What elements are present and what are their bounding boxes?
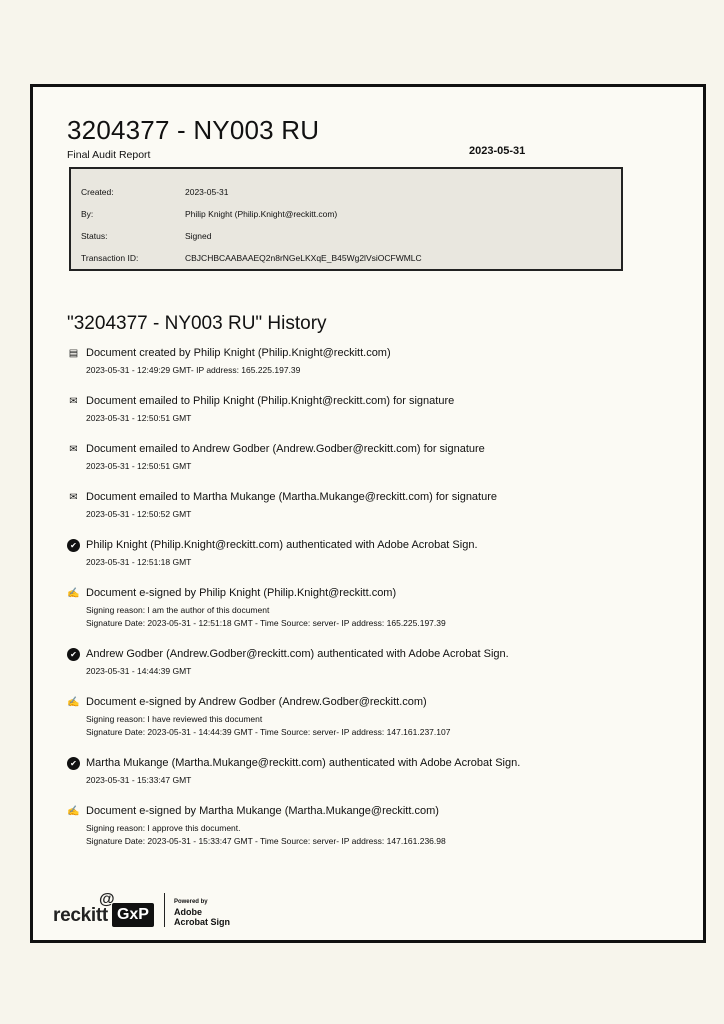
gxp-badge: GxP [112, 903, 154, 927]
summary-label: Status: [81, 231, 108, 241]
entry-detail: Signature Date: 2023-05-31 - 14:44:39 GMT - Time Source: server- IP address: 147.161.237.107 [86, 727, 451, 737]
signature-icon: ✍ [67, 587, 80, 599]
history-entry [67, 489, 667, 518]
swirl-icon: @ [99, 891, 115, 908]
entry-detail: Signature Date: 2023-05-31 - 15:33:47 GMT - Time Source: server- IP address: 147.161.236.98 [86, 836, 446, 846]
entry-detail: 2023-05-31 - 12:49:29 GMT- IP address: 165.225.197.39 [86, 365, 301, 375]
check-icon: ✔ [67, 648, 80, 661]
report-subtitle: Final Audit Report [67, 149, 151, 161]
summary-label: Created: [81, 187, 114, 197]
history-entry [67, 393, 667, 422]
summary-label: Transaction ID: [81, 253, 139, 263]
divider [164, 893, 165, 927]
history-entry [67, 537, 667, 566]
history-entry [67, 345, 667, 374]
entry-text: Philip Knight (Philip.Knight@reckitt.com) authenticated with Adobe Acrobat Sign. [86, 539, 478, 551]
entry-text: Document e-signed by Martha Mukange (Martha.Mukange@reckitt.com) [86, 805, 439, 817]
entry-text: Andrew Godber (Andrew.Godber@reckitt.com) authenticated with Adobe Acrobat Sign. [86, 648, 509, 660]
email-icon: ✉ [69, 491, 78, 503]
summary-label: By: [81, 209, 94, 219]
entry-detail: 2023-05-31 - 12:50:51 GMT [86, 413, 192, 423]
history-entry [67, 585, 667, 627]
summary-row [81, 247, 611, 269]
report-date: 2023-05-31 [469, 145, 526, 157]
entry-detail: 2023-05-31 - 14:44:39 GMT [86, 666, 192, 676]
reckitt-logo: reckitt @ [53, 891, 115, 926]
entry-text: Document emailed to Andrew Godber (Andrew.Godber@reckitt.com) for signature [86, 443, 485, 455]
report-title: 3204377 - NY003 RU [67, 115, 320, 145]
entry-detail: Signature Date: 2023-05-31 - 12:51:18 GMT - Time Source: server- IP address: 165.225.197.39 [86, 618, 446, 628]
footer-logos [53, 893, 230, 927]
audit-report [30, 84, 706, 943]
summary-box [69, 167, 623, 271]
email-icon: ✉ [69, 395, 78, 407]
entry-text: Document e-signed by Andrew Godber (Andrew.Godber@reckitt.com) [86, 696, 427, 708]
check-icon: ✔ [67, 539, 80, 552]
history-entry [67, 646, 667, 675]
history-entry [67, 441, 667, 470]
entry-detail: Signing reason: I am the author of this document [86, 605, 270, 615]
history-title: "3204377 - NY003 RU" History [67, 313, 327, 334]
summary-row [81, 225, 611, 247]
entry-text: Martha Mukange (Martha.Mukange@reckitt.com) authenticated with Adobe Acrobat Sign. [86, 757, 521, 769]
summary-row [81, 203, 611, 225]
history-entry [67, 755, 667, 784]
signature-icon: ✍ [67, 696, 80, 708]
history-entry [67, 694, 667, 736]
entry-text: Document created by Philip Knight (Philip.Knight@reckitt.com) [86, 347, 391, 359]
summary-value: Signed [185, 231, 212, 241]
entry-detail: 2023-05-31 - 12:50:51 GMT [86, 461, 192, 471]
signature-icon: ✍ [67, 805, 80, 817]
entry-text: Document emailed to Martha Mukange (Martha.Mukange@reckitt.com) for signature [86, 491, 498, 503]
entry-text: Document emailed to Philip Knight (Philip.Knight@reckitt.com) for signature [86, 395, 455, 407]
entry-detail: 2023-05-31 - 12:50:52 GMT [86, 509, 192, 519]
entry-detail: 2023-05-31 - 15:33:47 GMT [86, 775, 192, 785]
history-list [67, 345, 667, 864]
entry-detail: Signing reason: I approve this document. [86, 823, 241, 833]
summary-value: Philip Knight (Philip.Knight@reckitt.com) [185, 209, 338, 219]
summary-row [81, 181, 611, 203]
entry-text: Document e-signed by Philip Knight (Philip.Knight@reckitt.com) [86, 587, 397, 599]
document-icon: ▤ [68, 347, 79, 359]
summary-value: 2023-05-31 [185, 187, 229, 197]
check-icon: ✔ [67, 757, 80, 770]
entry-detail: 2023-05-31 - 12:51:18 GMT [86, 557, 192, 567]
email-icon: ✉ [69, 443, 78, 455]
entry-detail: Signing reason: I have reviewed this document [86, 714, 263, 724]
history-entry [67, 803, 667, 845]
adobe-sign-logo: Powered by Adobe Acrobat Sign [173, 899, 230, 927]
summary-value: CBJCHBCAABAAEQ2n8rNGeLKXqE_B45Wg2lVsiOCFWMLC [185, 253, 422, 263]
